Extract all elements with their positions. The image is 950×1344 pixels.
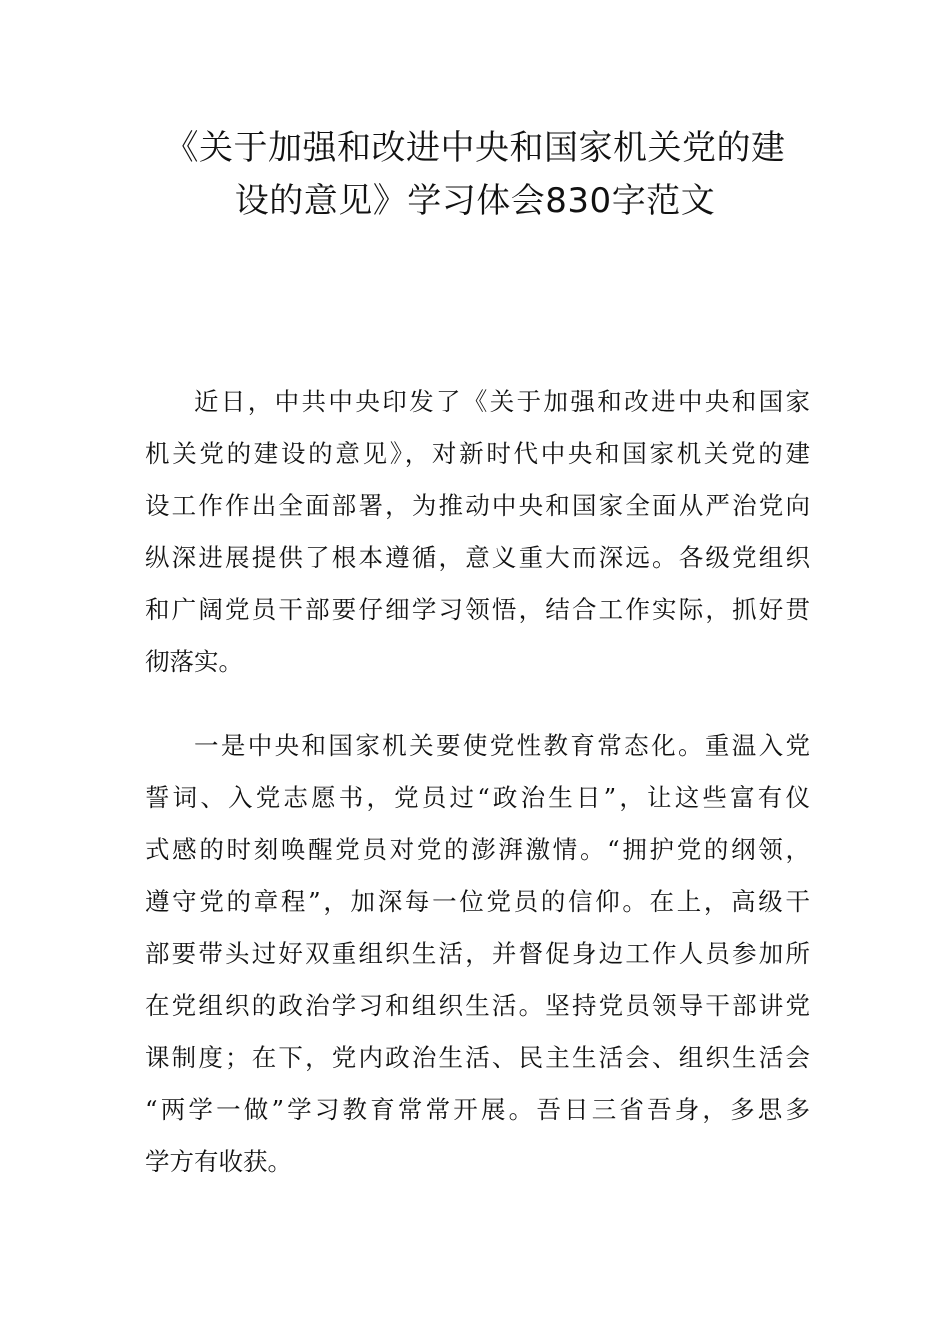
paragraph-line: 纵深进展提供了根本遵循，意义重大而深远。各级党组织 [145, 543, 810, 572]
paragraph-line: 彻落实。 [145, 647, 243, 676]
paragraph-line: 遵守党的章程”，加深每一位党员的信仰。在上，高级干 [145, 887, 810, 916]
paragraph-line: 学方有收获。 [145, 1147, 292, 1176]
paragraph-line: 式感的时刻唤醒党员对党的澎湃激情。“拥护党的纲领， [145, 835, 810, 864]
paragraph-line: 在党组织的政治学习和组织生活。坚持党员领导干部讲党 [145, 991, 810, 1020]
paragraph-line: 设工作作出全面部署，为推动中央和国家全面从严治党向 [145, 491, 810, 520]
paragraph-line: “两学一做”学习教育常常开展。吾日三省吾身，多思多 [145, 1095, 810, 1124]
paragraph-line: 部要带头过好双重组织生活，并督促身边工作人员参加所 [145, 939, 810, 968]
body-paragraph-point-one [145, 720, 810, 1188]
paragraph-line: 和广阔党员干部要仔细学习领悟，结合工作实际，抓好贯 [145, 595, 810, 624]
paragraph-line: 课制度；在下，党内政治生活、民主生活会、组织生活会 [145, 1043, 810, 1072]
title-line: 设的意见》学习体会830字范文 [234, 181, 716, 221]
document-title [120, 122, 830, 228]
title-line: 《关于加强和改进中央和国家机关党的建 [164, 128, 786, 168]
paragraph-line: 誓词、入党志愿书，党员过“政治生日”，让这些富有仪 [145, 783, 810, 812]
body-paragraph-intro [145, 376, 810, 688]
paragraph-line: 一是中央和国家机关要使党性教育常态化。重温入党 [194, 731, 810, 760]
paragraph-line: 机关党的建设的意见》，对新时代中央和国家机关党的建 [145, 439, 810, 468]
paragraph-line: 近日，中共中央印发了《关于加强和改进中央和国家 [194, 387, 810, 416]
